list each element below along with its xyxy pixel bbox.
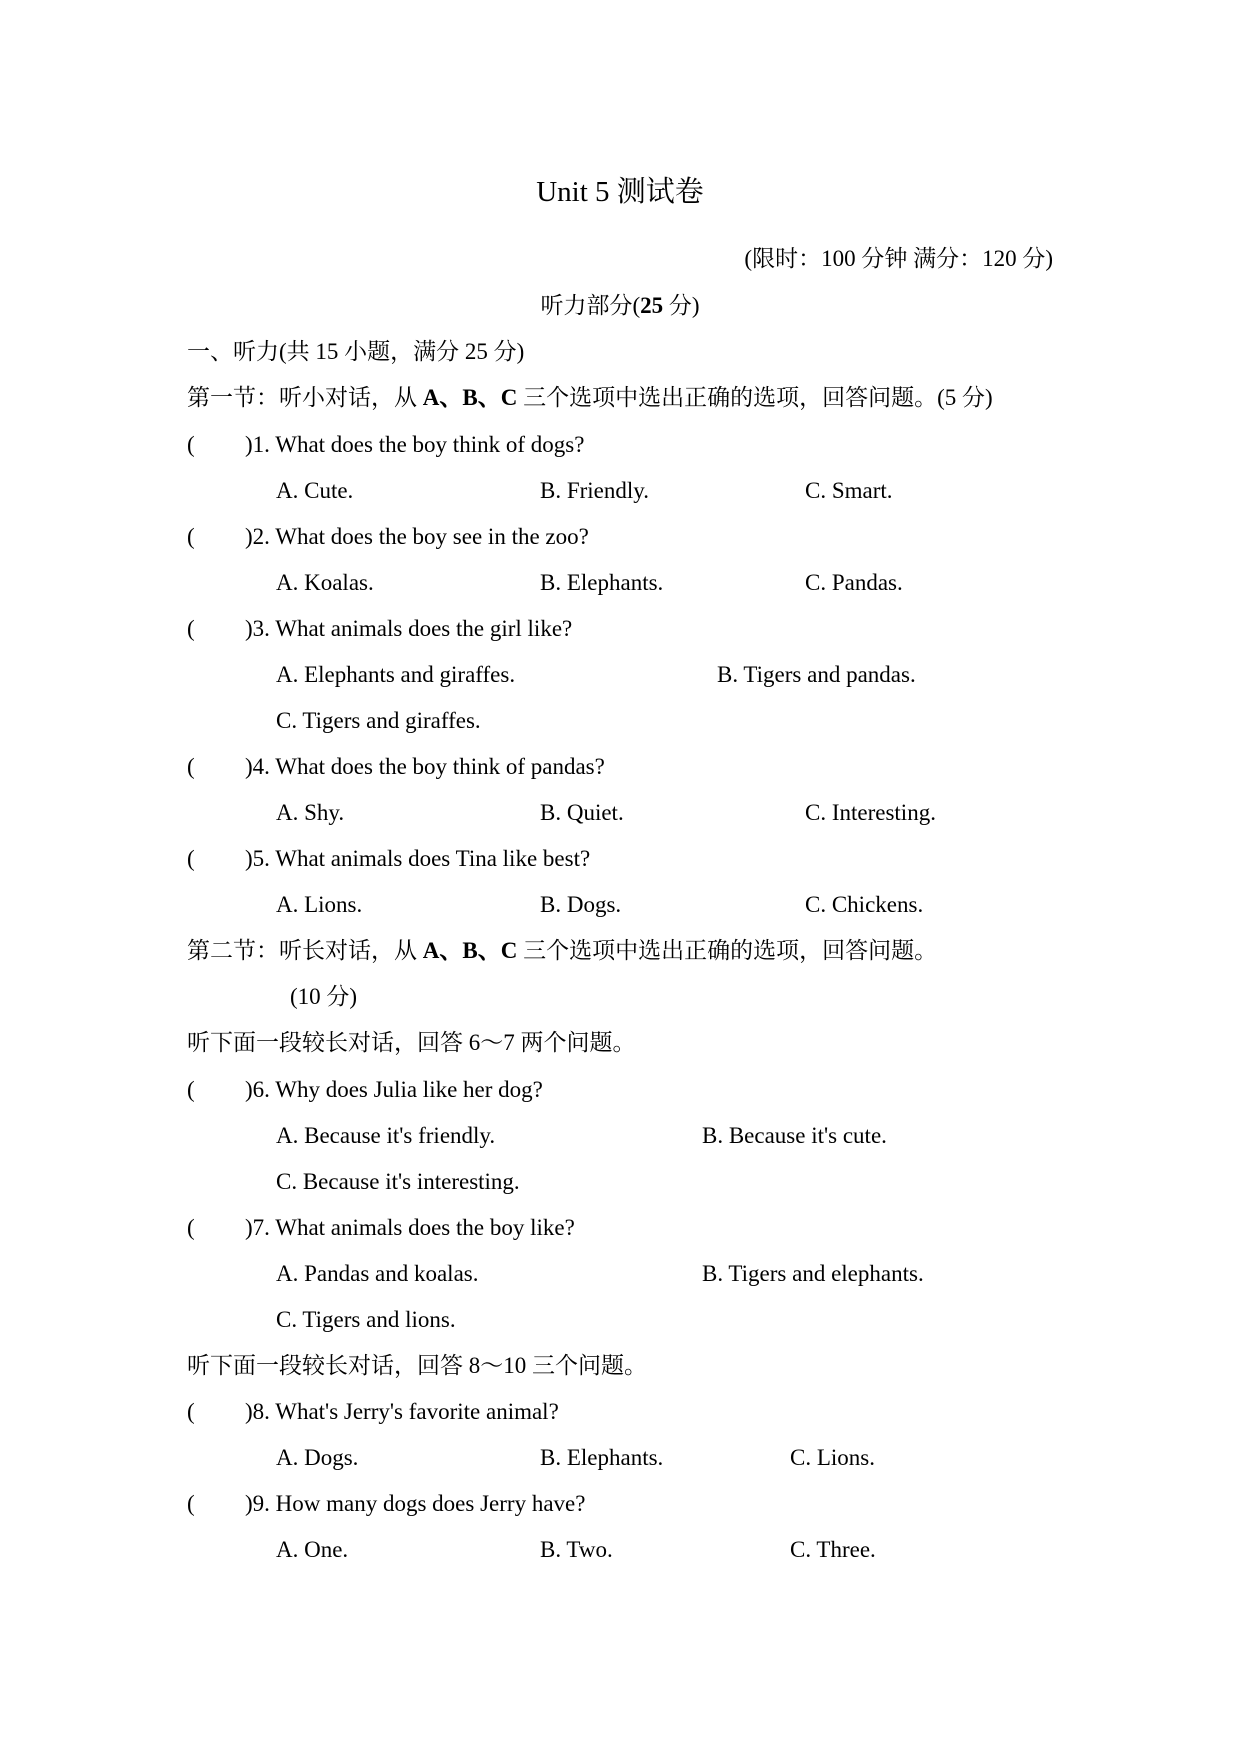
listening-part-heading [0,291,1240,321]
section1-letters: A、B、C [422,385,518,410]
answer-blank[interactable]: ( [187,754,195,779]
dialogue-instruction-8-10: 听下面一段较长对话，回答 8～10 三个问题。 [187,1353,647,1378]
option-c: C. Tigers and lions. [276,1307,456,1332]
answer-blank[interactable]: ( [187,524,195,549]
listening-part-prefix: 听力部分( [540,293,641,318]
option-c: C. Pandas. [805,570,903,595]
question-8 [187,1397,559,1427]
question-stem: )5. What animals does Tina like best? [245,846,591,871]
page-title: Unit 5 测试卷 [536,176,704,208]
option-b: B. Dogs. [540,892,622,917]
question-stem: )2. What does the boy see in the zoo? [245,524,589,549]
option-b: B. Two. [540,1537,613,1562]
question-stem: )1. What does the boy think of dogs? [245,432,585,457]
answer-blank[interactable]: ( [187,1491,195,1516]
section2-score: (10 分) [290,984,358,1009]
answer-blank[interactable]: ( [187,432,195,457]
part1-heading: 一、听力(共 15 小题，满分 25 分) [187,339,525,364]
option-b: B. Tigers and pandas. [717,662,916,687]
option-b: B. Elephants. [540,1445,664,1470]
section2-heading [187,936,937,966]
question-5 [187,844,590,874]
question-6 [187,1075,543,1105]
option-c: C. Three. [790,1537,876,1562]
option-a: A. Elephants and giraffes. [276,662,516,687]
question-stem: )4. What does the boy think of pandas? [245,754,605,779]
option-c: C. Lions. [790,1445,875,1470]
option-b: B. Because it's cute. [702,1123,887,1148]
question-4 [187,752,605,782]
answer-blank[interactable]: ( [187,1215,195,1240]
section2-suffix: 三个选项中选出正确的选项，回答问题。 [517,938,938,963]
option-a: A. Dogs. [276,1445,359,1470]
time-and-score-info: (限时：100 分钟 满分：120 分) [744,246,1053,271]
dialogue-instruction-6-7: 听下面一段较长对话，回答 6～7 两个问题。 [187,1030,636,1055]
question-stem: )9. How many dogs does Jerry have? [245,1491,586,1516]
option-c: C. Chickens. [805,892,924,917]
question-9 [187,1489,585,1519]
answer-blank[interactable]: ( [187,1399,195,1424]
section1-suffix: 三个选项中选出正确的选项，回答问题。(5 分) [517,385,993,410]
option-a: A. Cute. [276,478,354,503]
section2-letters: A、B、C [422,938,518,963]
question-1 [187,430,584,460]
option-a: A. Lions. [276,892,363,917]
option-c: C. Smart. [805,478,893,503]
option-c: C. Tigers and giraffes. [276,708,481,733]
option-a: A. Shy. [276,800,345,825]
section1-heading [187,383,993,413]
listening-part-suffix: 分) [663,293,700,318]
question-3 [187,614,572,644]
question-stem: )8. What's Jerry's favorite animal? [245,1399,559,1424]
question-7 [187,1213,575,1243]
option-b: B. Tigers and elephants. [702,1261,924,1286]
question-stem: )7. What animals does the boy like? [245,1215,575,1240]
question-stem: )6. Why does Julia like her dog? [245,1077,543,1102]
option-a: A. Koalas. [276,570,374,595]
answer-blank[interactable]: ( [187,616,195,641]
question-2 [187,522,589,552]
option-a: A. One. [276,1537,349,1562]
option-a: A. Pandas and koalas. [276,1261,479,1286]
option-a: A. Because it's friendly. [276,1123,496,1148]
option-b: B. Elephants. [540,570,664,595]
question-stem: )3. What animals does the girl like? [245,616,573,641]
section2-prefix: 第二节：听长对话，从 [187,938,423,963]
option-c: C. Because it's interesting. [276,1169,520,1194]
option-b: B. Friendly. [540,478,650,503]
listening-part-score: 25 [640,293,664,318]
answer-blank[interactable]: ( [187,1077,195,1102]
answer-blank[interactable]: ( [187,846,195,871]
section1-prefix: 第一节：听小对话，从 [187,385,423,410]
option-b: B. Quiet. [540,800,624,825]
option-c: C. Interesting. [805,800,936,825]
